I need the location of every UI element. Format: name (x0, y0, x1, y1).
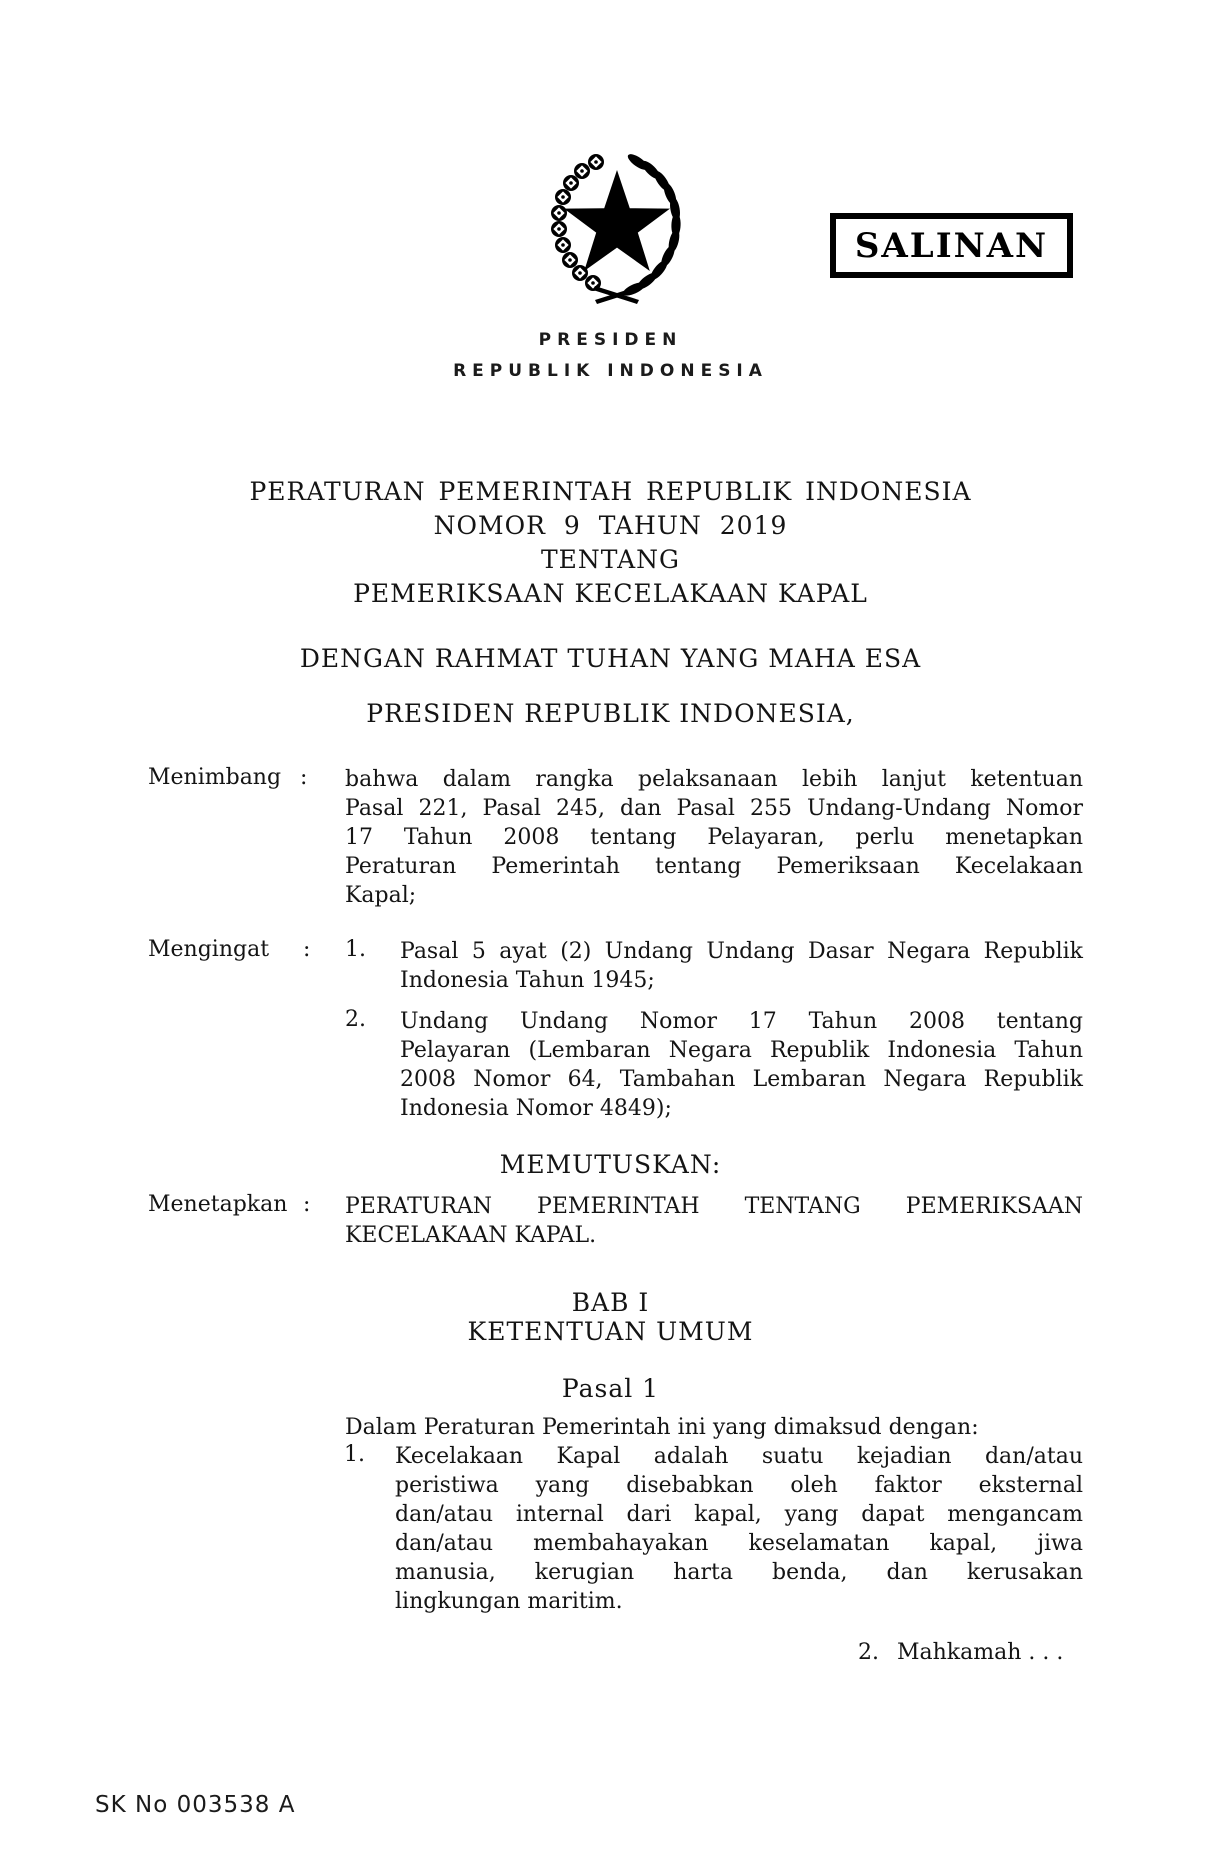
pasal-item-1 (395, 1442, 1083, 1616)
paragraph-line: 17 Tahun 2008 tentang Pelayaran, perlu menetapkan (345, 825, 1083, 850)
menimbang-label: Menimbang (148, 765, 282, 790)
pasal-intro: Dalam Peraturan Pemerintah ini yang dimaksud dengan: (345, 1415, 979, 1440)
page-catchword (858, 1640, 1063, 1665)
paragraph-line: Pelayaran (Lembaran Negara Republik Indonesia Tahun (400, 1038, 1083, 1063)
list-item-number: 2. (345, 1007, 366, 1032)
salinan-stamp-label: SALINAN (854, 225, 1049, 266)
pasal-title: Pasal 1 (561, 1374, 660, 1403)
mengingat-colon: : (303, 937, 311, 962)
title-line-3: TENTANG (540, 545, 680, 574)
menimbang-colon: : (300, 765, 308, 790)
mengingat-item-1 (400, 937, 1083, 995)
paragraph-line: dan/atau internal dari kapal, yang dapat mengancam (395, 1502, 1083, 1527)
catchword-number: 2. (858, 1640, 879, 1665)
paragraph-line: PERATURAN PEMERINTAH TENTANG PEMERIKSAAN (345, 1194, 1083, 1219)
letterhead-presiden: PRESIDEN (538, 330, 683, 350)
paragraph-line: Pasal 221, Pasal 245, dan Pasal 255 Undang-Undang Nomor (345, 796, 1083, 821)
paragraph-line: Kecelakaan Kapal adalah suatu kejadian dan/atau (395, 1444, 1083, 1469)
menimbang-paragraph (345, 765, 1083, 910)
presidential-star-emblem-icon (533, 140, 701, 312)
salinan-stamp (830, 213, 1073, 278)
paragraph-line: Indonesia Nomor 4849); (400, 1096, 672, 1121)
menetapkan-colon: : (303, 1192, 311, 1217)
mengingat-label: Mengingat (148, 937, 270, 962)
bab-number: BAB I (571, 1288, 650, 1317)
letterhead-republik-indonesia: REPUBLIK INDONESIA (453, 361, 768, 381)
paragraph-line: bahwa dalam rangka pelaksanaan lebih lanjut ketentuan (345, 767, 1083, 792)
menetapkan-label: Menetapkan (148, 1192, 288, 1217)
paragraph-line: Indonesia Tahun 1945; (400, 968, 655, 993)
footer-sk-code: SK No 003538 A (95, 1792, 296, 1818)
paragraph-line: 2008 Nomor 64, Tambahan Lembaran Negara Republik (400, 1067, 1083, 1092)
title-line-4: PEMERIKSAAN KECELAKAAN KAPAL (353, 579, 868, 608)
list-item-number: 1. (345, 937, 366, 962)
authority-line: PRESIDEN REPUBLIK INDONESIA, (366, 699, 855, 728)
bab-title: KETENTUAN UMUM (467, 1317, 754, 1346)
paragraph-line: KECELAKAAN KAPAL. (345, 1223, 597, 1248)
title-line-2: NOMOR 9 TAHUN 2019 (433, 511, 788, 540)
paragraph-line: manusia, kerugian harta benda, dan kerusakan (395, 1560, 1083, 1585)
paragraph-line: Kapal; (345, 883, 417, 908)
catchword-text: Mahkamah . . . (897, 1640, 1064, 1665)
title-line-1: PERATURAN PEMERINTAH REPUBLIK INDONESIA (249, 477, 972, 506)
memutuskan-heading: MEMUTUSKAN: (499, 1150, 722, 1179)
paragraph-line: Pasal 5 ayat (2) Undang Undang Dasar Negara Republik (400, 939, 1083, 964)
paragraph-line: dan/atau membahayakan keselamatan kapal, jiwa (395, 1531, 1083, 1556)
paragraph-line: Peraturan Pemerintah tentang Pemeriksaan Kecelakaan (345, 854, 1083, 879)
paragraph-line: Undang Undang Nomor 17 Tahun 2008 tentang (400, 1009, 1083, 1034)
menetapkan-paragraph (345, 1192, 1083, 1250)
paragraph-line: peristiwa yang disebabkan oleh faktor eksternal (395, 1473, 1083, 1498)
invocation-line: DENGAN RAHMAT TUHAN YANG MAHA ESA (299, 644, 922, 673)
mengingat-item-2 (400, 1007, 1083, 1123)
paragraph-line: lingkungan maritim. (395, 1589, 623, 1614)
list-item-number: 1. (344, 1442, 365, 1467)
